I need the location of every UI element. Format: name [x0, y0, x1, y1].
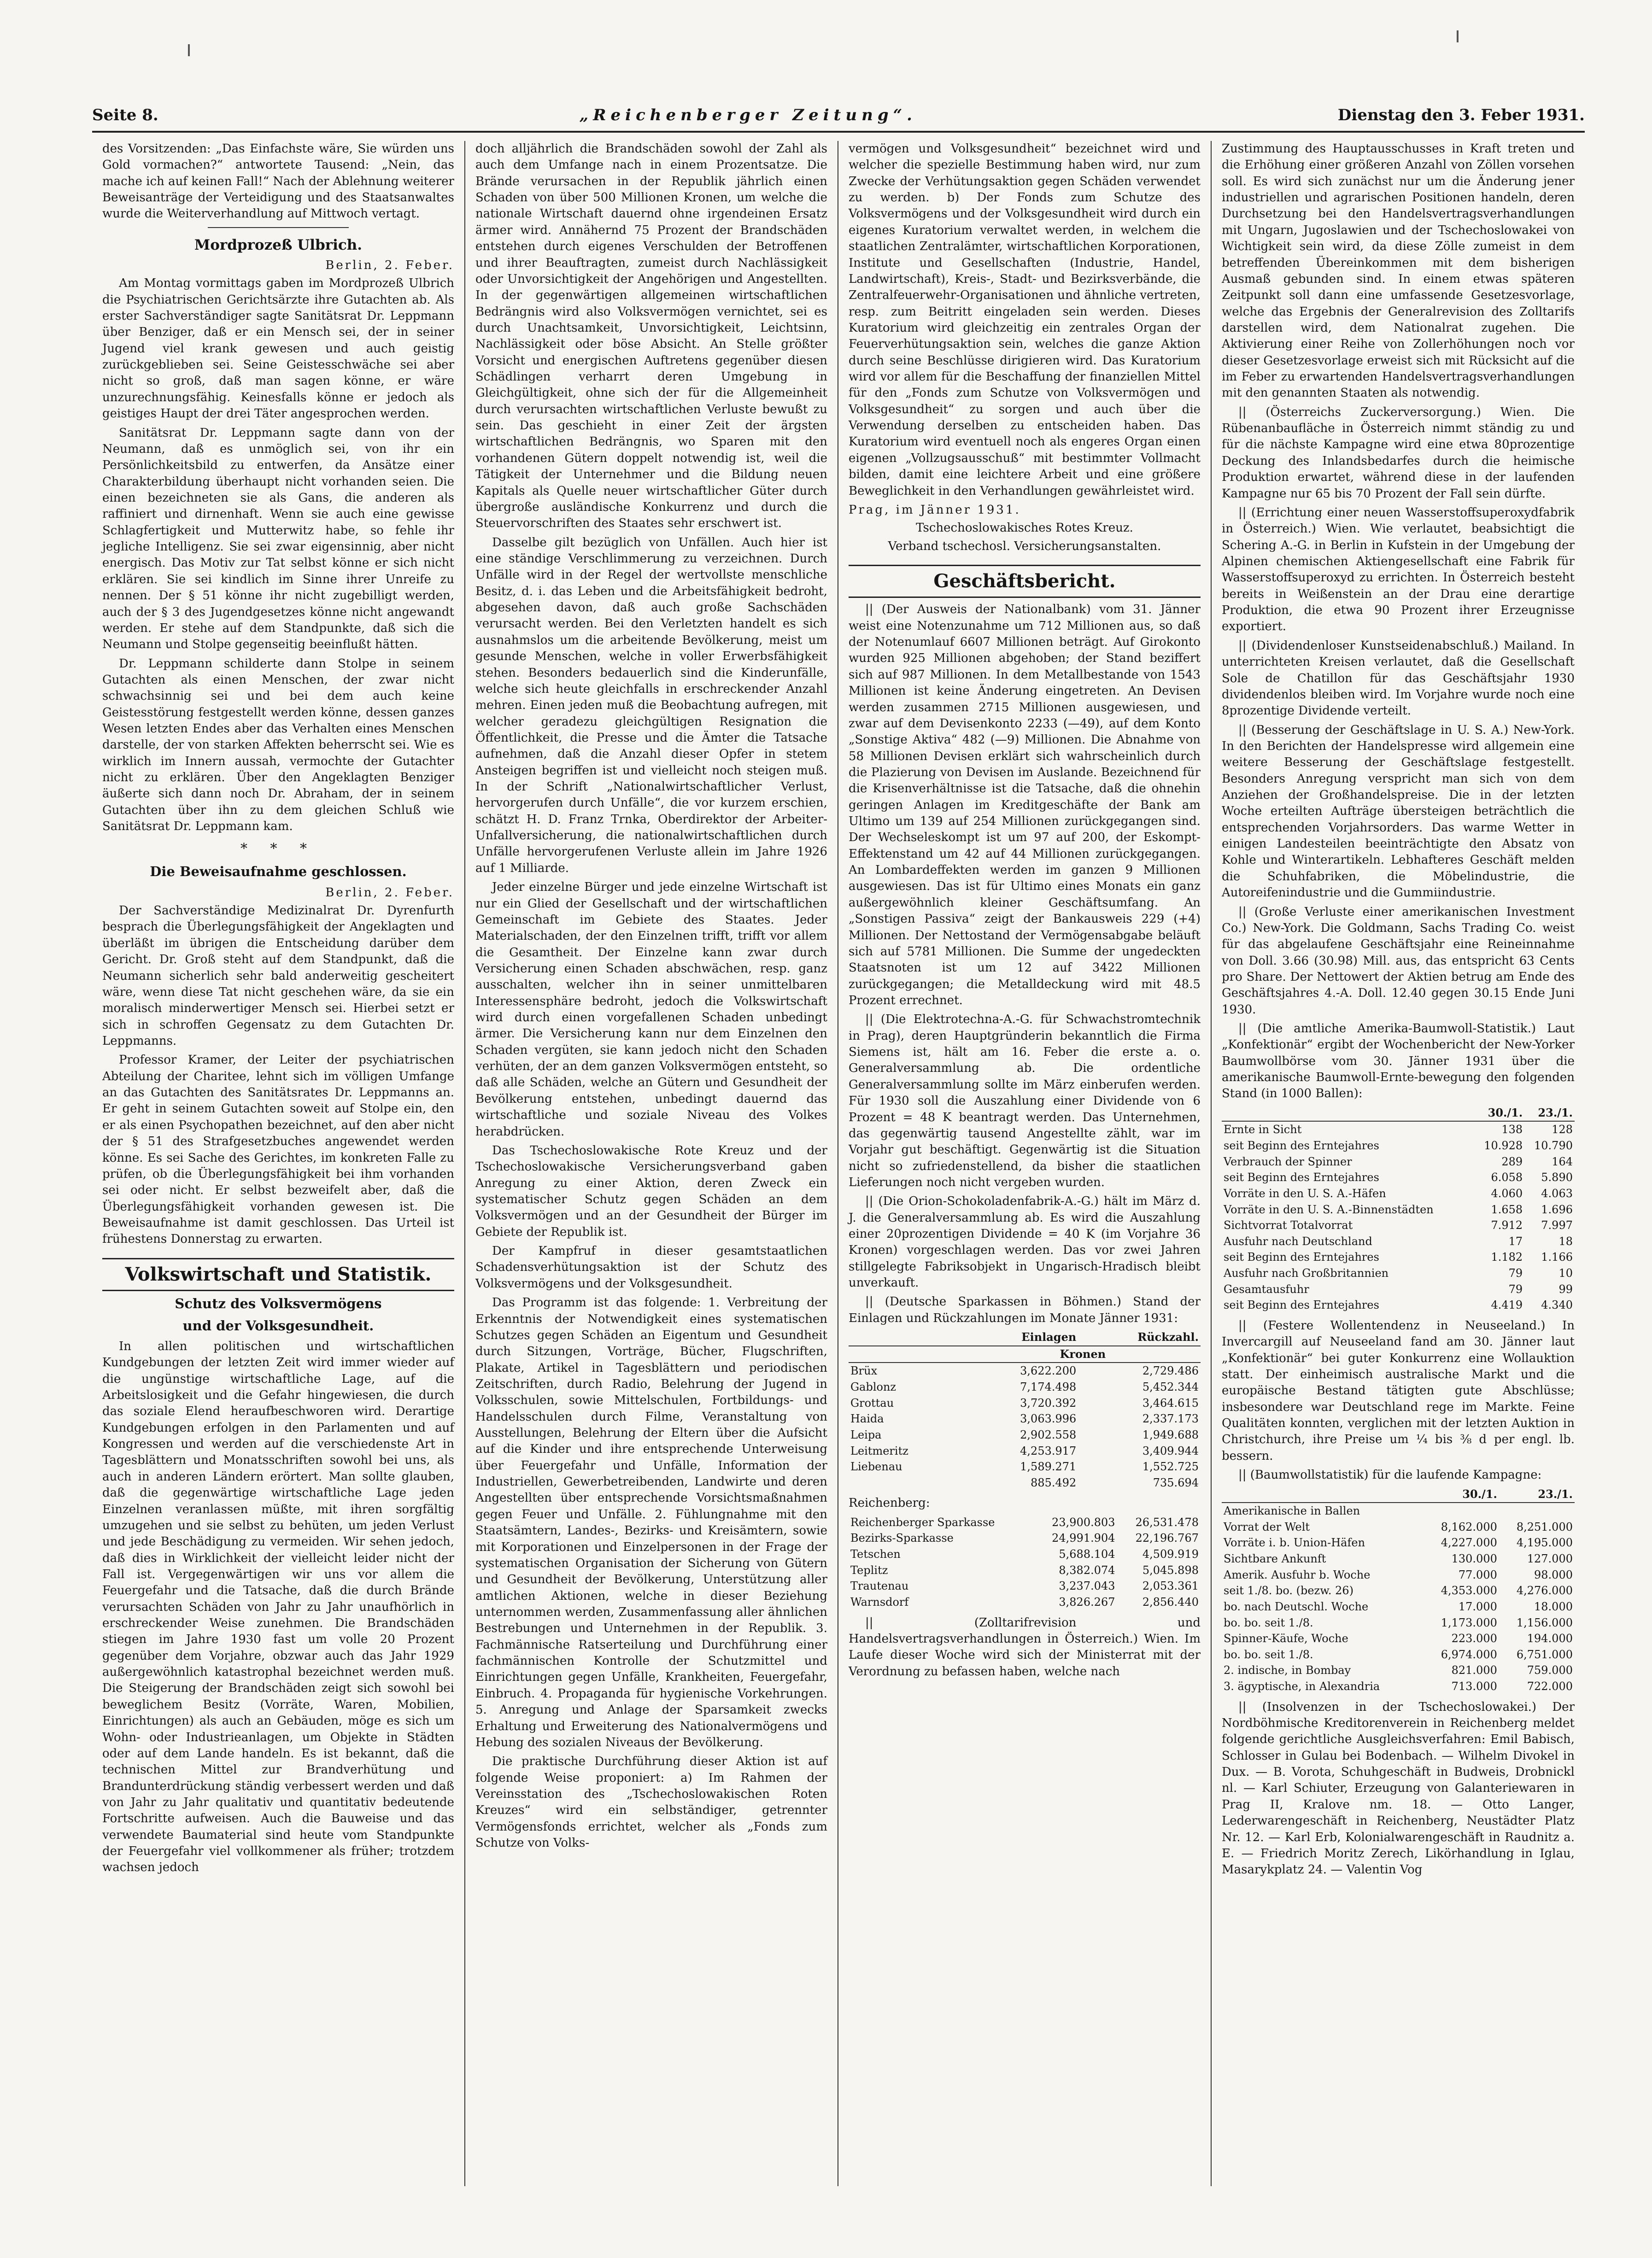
row-label: seit Beginn des Erntejahres	[1224, 1139, 1379, 1152]
sparkassen-table	[849, 1329, 1201, 1491]
paragraph: Professor Kramer, der Leiter der psychiatrischen Abteilung der Charitee, lehnt sich im völligen Umfange an das Gutachten des Sanitätsrates Dr. Leppmanns an. Er geht in seinem Gutachten soweit auf Stolpe ein, den er als einen Psychopathen bezeichnet, auf den aber nicht der § 51 des Strafgesetzbuches angewendet werden könne. Es sei Sache des Gerichtes, im konkreten Falle zu prüfen, ob die Überlegungsfähigkeit bei ihm vorhanden sei oder nicht. Er selbst bezweifelt aber, daß die Überlegungsfähigkeit vorhanden gewesen ist. Die Beweisaufnahme ist damit geschlossen. Das Urteil ist frühestens Donnerstag zu erwarten.	[102, 1053, 454, 1246]
row-value: 10.928	[1484, 1139, 1523, 1152]
row-value: 885.492	[1031, 1476, 1077, 1489]
headline-mordprozess: Mordprozeß Ulbrich.	[194, 236, 363, 253]
table-row	[849, 1411, 1201, 1427]
table-row	[1222, 1519, 1575, 1535]
row-value: 6,974.000	[1441, 1648, 1497, 1661]
row-value: 3,409.944	[1142, 1444, 1199, 1457]
row-label: Reichenberger Sparkasse	[850, 1515, 995, 1529]
newspaper-title: „Reichenberger Zeitung“.	[579, 106, 917, 124]
row-label: Tetschen	[850, 1548, 901, 1561]
row-value: 128	[1552, 1123, 1573, 1136]
paragraph: Der Sachverständige Medizinalrat Dr. Dyrenfurth besprach die Überlegungsfähigkeit der Angeklagten und überläßt im übrigen die Entscheidung darüber dem Gericht. Dr. Groß steht auf dem Standpunkt, daß die Neumann sicherlich sehr bald anderweitig gescheitert wäre, wenn diese Tat nicht geschehen wäre, da sie ein moralisch minderwertiger Mensch sei. Hierbei setzt er sich in schroffen Gegensatz zu dem Gutachten Dr. Leppmanns.	[102, 904, 454, 1048]
row-value: 5,452.344	[1142, 1381, 1199, 1394]
paragraph: Die praktische Durchführung dieser Aktion ist auf folgende Weise proponiert: a) Im Rahmen der Vereinsstation des „Tschechoslowakischen Roten Kreuzes“ wird ein selbständiger, getrennter Vermögensfonds errichtet, welcher als „Fonds zum Schutze von Volks-	[475, 1755, 827, 1850]
row-value: 4.060	[1491, 1187, 1523, 1200]
article-continuation: des Vorsitzenden: „Das Einfachste wäre, Sie würden uns Gold vormachen?“ antwortete Tausend: „Nein, das mache ich auf keinen Fall!“ Nach der Ablehnung weiterer Beweisanträge der Verteidigung und des Staatsanwaltes wurde die Weiterverhandlung auf Mittwoch vertagt.	[102, 142, 454, 221]
table-row	[1222, 1138, 1575, 1154]
row-label: Warnsdorf	[850, 1595, 909, 1609]
paragraph: || (Errichtung einer neuen Wasserstoffsuperoxydfabrik in Österreich.) Wien. Wie verlautet, beabsichtigt die Schering A.-G. in Berlin in Kufstein in der Umgebung der Alpinen chemischen Aktiengesellschaft eine Fabrik für Wasserstoffsuperoxyd zu errichten. In Österreich besteht bereits in Weißenstein an der Drau eine derartige Produktion, die etwa 90 Prozent ihrer Erzeugnisse exportiert.	[1222, 505, 1575, 634]
paragraph: Sanitätsrat Dr. Leppmann sagte dann von der Neumann, daß es unmöglich sei, von ihr ein Persönlichkeitsbild zu entwerfen, da Ansätze einer Charakterbildung überhaupt nicht vorhanden seien. Die einen bezeichneten sie als Gans, die anderen als raffiniert und dirnenhaft. Wenn sie auch eine gewisse Schlagfertigkeit und Mutterwitz habe, so fehle ihr jegliche Intelligenz. Sie sei zwar eigensinnig, aber nicht energisch. Das Motiv zur Tat selbst könne er sich nicht erklären. Sie sei kindlich im Sinne ihrer Unreife zu nennen. Der § 51 könne ihr nicht zugebilligt werden, auch der § 3 des Jugendgesetzes könne nicht angewandt werden. Er stehe auf dem Standpunkte, daß sich die Neumann und Stolpe gegenseitig beeinflußt hätten.	[102, 426, 454, 652]
row-value: 223.000	[1451, 1632, 1497, 1645]
row-value: 722.000	[1527, 1680, 1573, 1693]
paragraph: Zustimmung des Hauptausschusses in Kraft treten und die Erhöhung einer größeren Anzahl von Zöllen vorsehen soll. Es wird sich zunächst nur um die Änderung jener industriellen und agrarischen Positionen handeln, deren Durchsetzung bei den Handelsvertragsverhandlungen mit Ungarn, Jugoslawien und der Tschechoslowakei von Wichtigkeit sein wird, da diese Zölle zumeist in dem betreffenden Übereinkommen mit dem bisherigen Ausmaß gebunden sind. In einem etwas späteren Zeitpunkt soll dann eine umfassende Gesetzesvorlage, welche das Ergebnis der Generalrevision des Zolltarifs darstellen wird, dem Nationalrat zugehen. Die Aktivierung einer Reihe von Zollerhöhungen noch vor dieser Gesetzesvorlage erweist sich mit Rücksicht auf die im Feber zu erwartenden Handelsvertragsverhandlungen mit den genannten Staaten als notwendig.	[1222, 142, 1575, 400]
row-label: bo. bo. seit 1./8.	[1224, 1648, 1313, 1661]
row-label: Vorräte i. b. Union-Häfen	[1224, 1536, 1365, 1550]
row-value: 130.000	[1451, 1552, 1497, 1566]
dateline: Berlin, 2. Feber.	[325, 258, 454, 272]
row-label: Bezirks-Sparkasse	[850, 1532, 954, 1545]
paragraph: In allen politischen und wirtschaftlichen Kundgebungen der letzten Zeit wird immer wieder auf die ungünstige wirtschaftliche Lage, auf die Arbeitslosigkeit und die Gefahr hingewiesen, die durch das soziale Elend heraufbeschworen wird. Derartige Kundgebungen erfolgen in den Parlamenten und auf Kongressen und werden auf die verschiedenste Art in Tagesblättern und Monatsschriften sowohl bei uns, als auch in anderen Ländern erörtert. Man sollte glauben, daß die gegenwärtige wirtschaftliche Lage jeden Einzelnen veranlassen müßte, mit ihren sorgfältig umzugehen und sie selbst zu behüten, um jeden Verlust und jede Beschädigung zu vermeiden. Wir sehen jedoch, daß dies in Wirklichkeit der vielleicht leider nicht der Fall ist. Vergegenwärtigen wir uns vor allem die Feuergefahr und die Tatsache, daß die durch Brände verursachten Schäden von Jahr zu Jahr unaufhörlich in erschreckender Weise zunehmen. Die Brandschäden stiegen im Jahre 1930 fast um volle 20 Prozent gegenüber dem Vorjahre, obzwar auch das Jahr 1929 außergewöhnlich katastrophal bezeichnet werden muß. Die Steigerung der Brandschäden zeigt sich sowohl bei beweglichem Besitz (Vorräte, Waren, Mobilien, Einrichtungen) als auch an Gebäuden, möge es sich um Wohn- oder Industrieanlagen, um Objekte in Städten oder auf dem Lande handeln. Es ist bekannt, daß die technischen Mittel zur Brandverhütung und Brandunterdrückung ständig verbessert werden und daß von Jahr zu Jahr qualitativ und quantitativ bedeutende Fortschritte aufweisen. Auch die Bauweise und das verwendete Baumaterial sind heute vom Standpunkte der Feuergefahr viel vollkommener als früher; trotzdem wachsen jedoch	[102, 1339, 454, 1875]
row-label: Vorräte in den U. S. A.-Binnenstädten	[1224, 1203, 1434, 1216]
row-label: Brüx	[850, 1364, 878, 1378]
row-value: 2,053.361	[1142, 1579, 1199, 1593]
column-4	[1212, 141, 1585, 2186]
row-value: 138	[1501, 1123, 1523, 1136]
table-row	[1222, 1647, 1575, 1663]
paragraph: Jeder einzelne Bürger und jede einzelne Wirtschaft ist nur ein Glied der Gesellschaft und der wirtschaftlichen Gemeinschaft im Gebiete des Staates. Jeder Materialschaden, der den Einzelnen trifft, trifft vor allem die Gesamtheit. Der Einzelne kann zwar durch Versicherung einen Schaden abschwächen, resp. ganz ausschalten, welcher ihn in seiner unmittelbaren Interessensphäre bedroht, jedoch die Volkswirtschaft wird durch einen vorgefallenen Schaden unbedingt ärmer. Die Versicherung kann nur dem Einzelnen den Schaden vergüten, sie kann jedoch nicht den Schaden verhüten, der an dem ganzen Volksvermögen entsteht, so daß alle Schäden, welche an Gütern und Gesundheit der Bevölkerung entstehen, unbedingt dauernd das wirtschaftliche und soziale Niveau des Volkes herabdrücken.	[475, 880, 827, 1139]
row-label: Amerik. Ausfuhr b. Woche	[1224, 1568, 1371, 1581]
row-value: 4,276.000	[1516, 1584, 1573, 1597]
page-number: Seite 8.	[92, 106, 158, 124]
table-row	[849, 1363, 1201, 1379]
row-value: 3,464.615	[1142, 1396, 1199, 1410]
paragraph: || (Die amtliche Amerika-Baumwoll-Statistik.) Laut „Konfektionär“ ergibt der Wochenbericht der New-Yorker Baumwollbörse vom 30. Jänner 1931 über die amerikanische Baumwoll-Ernte-bewegung den folgenden Stand (in 1000 Ballen):	[1222, 1022, 1575, 1101]
row-value: 10	[1558, 1267, 1573, 1280]
paragraph: Das Tschechoslowakische Rote Kreuz und der Tschechoslowakische Versicherungsverband gaben Anregung zu einer Aktion, deren Zweck ein systematischer Schutz gegen Schäden an dem Volksvermögen und an der Gesundheit der Bürger im Gebiete der Republik ist.	[475, 1143, 827, 1239]
table-row	[1222, 1265, 1575, 1281]
row-value: 164	[1552, 1155, 1573, 1168]
paragraph: || (Zolltarifrevision und Handelsvertragsverhandlungen in Österreich.) Wien. Im Laufe dieser Woche wird sich der Ministerrat mit der Verordnung zu befassen haben, welche nach	[849, 1615, 1201, 1679]
paragraph: || (Deutsche Sparkassen in Böhmen.) Stand der Einlagen und Rückzahlungen im Monate Jänner 1931:	[849, 1295, 1201, 1325]
row-value: 7,174.498	[1020, 1381, 1077, 1394]
paragraph: || (Die Orion-Schokoladenfabrik-A.-G.) hält im März d. J. die Generalversammlung ab. Es wird die Auszahlung einer 20prozentigen Dividende = 40 K (im Vorjahre 36 Kronen) vorgeschlagen werden. Das vor zwei Jahren stillgelegte Fabriksobjekt in Ungarisch-Hradisch bleibt unverkauft.	[849, 1194, 1201, 1290]
paragraph: || (Baumwollstatistik) für die laufende Kampagne:	[1238, 1468, 1542, 1482]
row-value: 4.063	[1541, 1187, 1573, 1200]
row-value: 4.340	[1541, 1299, 1573, 1312]
table-row	[1222, 1535, 1575, 1551]
row-value: 1,589.271	[1020, 1460, 1077, 1474]
row-value: 79	[1508, 1267, 1523, 1280]
row-label: Sichtbare Ankunft	[1224, 1552, 1326, 1566]
row-value: 3,622.200	[1020, 1364, 1077, 1378]
row-value: 1.166	[1541, 1251, 1573, 1264]
row-label: seit 1./8. bo. (bezw. 26)	[1224, 1584, 1354, 1597]
table-row	[849, 1459, 1201, 1475]
table-row	[1222, 1615, 1575, 1631]
table-row	[849, 1443, 1201, 1459]
row-label: Grottau	[850, 1396, 894, 1410]
paragraph: doch alljährlich die Brandschäden sowohl der Zahl als auch dem Umfange nach in einem Prozentsatze. Die Brände verursachen in der Republik jährlich einen Schaden von über 500 Millionen Kronen, um welche die nationale Wirtschaft dauernd ohne irgendeinen Ersatz ärmer wird. Annähernd 75 Prozent der Brandschäden entstehen durch eigenes Verschulden der Betroffenen und ihrer Beauftragten, zumeist durch Nachlässigkeit oder Unvorsichtigkeit der Angehörigen und Angestellten. In der gegenwärtigen allgemeinen wirtschaftlichen Bedrängnis wird also Volksvermögen vernichtet, sei es durch Unachtsamkeit, Unvorsichtigkeit, Leichtsinn, Nachlässigkeit oder böse Absicht. An Stelle größter Vorsicht und energischen Auftretens gegenüber diesen Schädlingen verharrt deren Umgebung in Gleichgültigkeit, ohne sich der für die Allgemeinheit durch verursachten wirtschaftlichen Verluste bewußt zu sein. Das geschieht in einer Zeit der ärgsten wirtschaftlichen Bedrängnis, wo Sparen mit den vorhandenen Gütern doppelt notwendig ist, weil die Tätigkeit der Unternehmer und die Bildung neuen Kapitals als Quelle neuer wirtschaftlicher Güter durch übergroße ausländische Konkurrenz und durch die Steuervorschriften des Staates sehr erschwert ist.	[475, 142, 827, 531]
table-row	[1222, 1170, 1575, 1186]
row-label: Liebenau	[850, 1460, 902, 1474]
column-1	[92, 141, 465, 2186]
row-label: bo. bo. seit 1./8.	[1224, 1616, 1313, 1629]
row-value: 4,195.000	[1516, 1536, 1573, 1550]
row-value: 8,162.000	[1441, 1520, 1497, 1533]
column-2	[465, 141, 838, 2186]
row-value: 3,720.392	[1020, 1396, 1077, 1410]
row-value: 17.000	[1458, 1600, 1497, 1613]
table-row	[1222, 1154, 1575, 1170]
row-value: 735.694	[1153, 1476, 1199, 1489]
row-value: 8,382.074	[1059, 1563, 1115, 1577]
row-value	[1499, 1503, 1575, 1519]
row-label: bo. nach Deutschl. Woche	[1224, 1600, 1369, 1613]
table-row	[1222, 1121, 1575, 1138]
row-label: Gablonz	[850, 1381, 896, 1394]
table-row	[849, 1379, 1201, 1395]
row-value: 2,337.173	[1142, 1412, 1199, 1426]
row-value: 5.890	[1541, 1171, 1573, 1184]
row-label: seit Beginn des Erntejahres	[1224, 1299, 1379, 1312]
row-value: 7.997	[1541, 1219, 1573, 1232]
row-value: 79	[1508, 1282, 1523, 1296]
row-value: 2,856.440	[1142, 1595, 1199, 1609]
ink-mark-right	[1457, 30, 1459, 42]
col-head: Rückzahl.	[1078, 1329, 1201, 1346]
dateline: Berlin, 2. Feber.	[325, 885, 454, 900]
row-label: seit Beginn des Erntejahres	[1224, 1171, 1379, 1184]
table-row	[849, 1515, 1201, 1531]
table-row	[849, 1546, 1201, 1562]
row-label: Amerikanische in Ballen	[1224, 1504, 1360, 1518]
column-3	[838, 141, 1212, 2186]
row-value: 18	[1558, 1234, 1573, 1248]
row-value: 17	[1508, 1234, 1523, 1248]
issue-date: Dienstag den 3. Feber 1931.	[1337, 106, 1585, 124]
paragraph: Das Programm ist das folgende: 1. Verbreitung der Erkenntnis der Notwendigkeit eines systematischen Schutzes gegen Schäden an Eigentum und Gesundheit durch Sitzungen, Vorträge, Bücher, Flugschriften, Plakate, Artikel in Tagesblättern und periodischen Zeitschriften, durch Radio, Belehrung der Jugend in Volksschulen, sowie Mittelschulen, Fortbildungs- und Handelsschulen durch Filme, Veranstaltung von Ausstellungen, Belehrung der Eltern über die Aufsicht auf die Kinder und ihre entsprechende Unterweisung über Feuergefahr und Unfälle, Information der Industriellen, Gewerbetreibenden, Landwirte und deren Angestellten über entsprechende Vorsichtsmaßnahmen gegen Feuer und Unfälle. 2. Fühlungnahme mit den Staatsämtern, Landes-, Bezirks- und Kreisämtern, sowie mit Korporationen und Einzelpersonen in der Frage der systematischen Organisation der Sicherung von Gütern und Gesundheit der Bevölkerung, Unterstützung aller amtlichen Aktionen, welche in dieser Beziehung unternommen werden, Zusammenfassung aller ähnlichen Bestrebungen und Unternehmen in der Republik. 3. Fachmännische Ratserteilung und Durchführung einer fachmännischen Kontrolle der Schutzmittel und Einrichtungen gegen Unfälle, Krankheiten, Feuergefahr, Einbruch. 4. Propaganda für hygienische Vorkehrungen. 5. Anregung und Anlage der Sparsamkeit zwecks Erhaltung und Erweiterung des Nationalvermögens und Hebung des sozialen Niveaus der Bevölkerung.	[475, 1296, 827, 1749]
section-geschaeftsbericht: Geschäftsbericht.	[849, 565, 1201, 598]
table-row	[849, 1562, 1201, 1579]
table-row	[1222, 1551, 1575, 1567]
paragraph: Dasselbe gilt bezüglich von Unfällen. Auch hier ist eine ständige Verschlimmerung zu verzeichnen. Durch Unfälle wird in der Regel der wertvollste menschliche Besitz, d. i. das Leben und die Arbeitsfähigkeit bedroht, abgesehen davon, daß auch große Sachschäden verursacht werden. Bei den Verletzten handelt es sich ausnahmslos um die arbeitende Bevölkerung, meist um gesunde Menschen, welche in voller Erwerbsfähigkeit stehen. Besonders bedauerlich sind die Kinderunfälle, welche sich heute gleichfalls in erschreckender Anzahl mehren. Einen jeden muß die Beobachtung aufregen, mit welcher geradezu gleichgültigen Resignation die Öffentlichkeit, die Presse und die Ämter die Tatsache aufnehmen, daß die Anzahl dieser Opfer in stetem Ansteigen begriffen ist und vielleicht noch steigen muß. In der Schrift „Nationalwirtschaftlicher Verlust, hervorgerufen durch Unfälle“, die vor kurzem erschien, schätzt H. D. Franz Trnka, Oberdirektor der Arbeiter-Unfallversicherung, die nationalwirtschaftlichen durch Unfälle hervorgerufenen Verluste allein im Jahre 1926 auf 1 Milliarde.	[475, 535, 827, 875]
row-value: 23,900.803	[1052, 1515, 1115, 1529]
row-value: 77.000	[1458, 1568, 1497, 1581]
table-row	[849, 1395, 1201, 1411]
row-value	[1424, 1503, 1499, 1519]
row-value: 8,251.000	[1516, 1520, 1573, 1533]
table-row	[1222, 1679, 1575, 1695]
row-value: 3,063.996	[1020, 1412, 1077, 1426]
section-volkswirtschaft: Volkswirtschaft und Statistik.	[102, 1258, 454, 1291]
row-label: Ernte in Sicht	[1224, 1123, 1302, 1136]
row-label: Vorräte in den U. S. A.-Häfen	[1224, 1187, 1386, 1200]
paragraph: || (Festere Wollentendenz in Neuseeland.) In Invercargill auf Neuseeland fand am 30. Jänner laut „Konfektionär“ bei guter Konkurrenz eine Wollauktion statt. Der einheimisch australische Markt und die europäische Bestand tätigten gute Abschlüsse; insbesondere war Deutschland rege im Markte. Feine Qualitäten konnten, verglichen mit der letzten Auktion in Christchurch, ihre Preise um ¼ bis ⅜ d per engl. lb. bessern.	[1222, 1318, 1575, 1463]
row-label: Ausfuhr nach Großbritannien	[1224, 1267, 1389, 1280]
table-row	[1222, 1631, 1575, 1647]
divider	[208, 227, 349, 228]
ink-mark-left	[188, 44, 190, 56]
row-value: 127.000	[1527, 1552, 1573, 1566]
row-label: Gesamtausfuhr	[1224, 1282, 1309, 1296]
row-label: Trautenau	[850, 1579, 909, 1593]
paragraph: || (Insolvenzen in der Tschechoslowakei.) Der Nordböhmische Kreditorenverein in Reichenberg meldet folgende gerichtliche Ausgleichsverfahren: Emil Babisch, Schlosser in Gulau bei Bodenbach. — Wilhelm Divokel in Dux. — B. Vorota, Schuhgeschäft in Budweis, Drobnickl nl. — Karl Schiuter, Erzeugung von Galanteriewaren in Prag II, Kralove nm. 18. — Otto Langer, Lederwarengeschäft in Reichenberg, Neustädter Platz Nr. 12. — Karl Erb, Kolonialwarengeschäft in Raudnitz a. E. — Friedrich Moritz Zerech, Likörhandlung in Iglau, Masarykplatz 24. — Valentin Vog	[1222, 1700, 1575, 1877]
table-row	[1222, 1503, 1575, 1519]
paragraph: || (Besserung der Geschäftslage in U. S. A.) New-York. In den Berichten der Handelspresse wird allgemein eine weitere Besserung der Geschäftslage festgestellt. Besonders Anregung verspricht man sich von dem Anziehen der Großhandelspreise. Die in der letzten Woche erteilten Aufträge übersteigen beträchtlich die entsprechenden Vorjahrsorders. Das warme Wetter in einigen Landesteilen beeinträchtigte den Absatz von Kohle und Winterartikeln. Lebhafteres Geschäft melden die Schuhfabriken, die Möbelindustrie, die Autoreifenindustrie und die Gummiindustrie.	[1222, 723, 1575, 900]
row-value: 22,196.767	[1135, 1532, 1199, 1545]
row-value: 5,688.104	[1059, 1548, 1115, 1561]
table-row	[849, 1594, 1201, 1610]
row-value: 26,531.478	[1135, 1515, 1199, 1529]
row-value: 98.000	[1534, 1568, 1573, 1581]
headline-schutz-2: und der Volksgesundheit.	[182, 1317, 374, 1334]
row-value: 4,353.000	[1441, 1584, 1497, 1597]
paragraph: || (Der Ausweis der Nationalbank) vom 31. Jänner weist eine Notenzunahme um 712 Millionen aus, so daß der Notenumlauf 6607 Millionen beträgt. Auf Girokonto wurden 925 Millionen abgehoben; der Stand beziffert sich auf 987 Millionen. In dem Metallbestande von 1543 Millionen ist keine Änderung eingetreten. An Devisen werden zusammen 2715 Millionen ausgewiesen, und zwar auf dem Devisenkonto 2233 (—49), auf dem Konto „Sonstige Aktiva“ 482 (—9) Millionen. Die Abnahme von 58 Millionen Devisen erklärt sich wahrscheinlich durch die Plazierung von Devisen im Auslande. Bezeichnend für die Krisenverhältnisse ist die Tatsache, daß die ohnehin geringen Anlagen im Kreditgeschäfte der Bank am Ultimo um 139 auf 254 Millionen zurückgegangen sind. Der Wechseleskompt ist um 97 auf 200, der Eskompt-Effektenstand um 42 auf 44 Millionen zurückgegangen. An Lombardeffekten werden im ganzen 9 Millionen ausgewiesen. Das ist für Ultimo eines Monats ein ganz außergewöhnlich kleiner Geschäftsumfang. An „Sonstigen Passiva“ zeigt der Bankausweis 229 (+4) Millionen. Der Nettostand der Vermögensabgabe beläuft sich auf 5781 Millionen. Die Summe der ungedeckten Staatsnoten ist um 12 auf 3422 Millionen zurückgegangen; die Metalldeckung wird mit 48.5 Prozent errechnet.	[849, 603, 1201, 1007]
row-value: 18.000	[1534, 1600, 1573, 1613]
signature-insurance: Verband tschechosl. Versicherungsanstalten.	[888, 539, 1161, 553]
sparkassen-table-2	[849, 1515, 1201, 1610]
table-row	[1222, 1234, 1575, 1250]
row-label: Leitmeritz	[850, 1444, 908, 1457]
row-label	[849, 1475, 965, 1491]
row-label: 3. ägyptische, in Alexandria	[1224, 1680, 1380, 1693]
row-value: 759.000	[1527, 1664, 1573, 1677]
row-label: Verbrauch der Spinner	[1224, 1155, 1352, 1168]
table-row	[1222, 1583, 1575, 1599]
dateline: Prag, im Jänner 1931.	[849, 503, 1021, 517]
page-header	[92, 106, 1585, 133]
table-row	[1222, 1662, 1575, 1679]
row-value: 713.000	[1451, 1680, 1497, 1693]
table-row	[1222, 1202, 1575, 1218]
row-value: 4,227.000	[1441, 1536, 1497, 1550]
row-value: 5,045.898	[1142, 1563, 1199, 1577]
row-value: 6.058	[1491, 1171, 1523, 1184]
row-value: 99	[1558, 1282, 1573, 1296]
row-label: Leipa	[850, 1428, 882, 1441]
row-value: 1,173.000	[1441, 1616, 1497, 1629]
table-row	[1222, 1217, 1575, 1234]
paragraph: vermögen und Volksgesundheit“ bezeichnet wird und welcher die spezielle Bestimmung haben wird, nur zum Zwecke der Verhütungsaktion gegen Schäden verwendet zu werden. b) Der Fonds zum Schutze des Volksvermögens und der Volksgesundheit wird durch ein eigenes Kuratorium verwaltet werden, in welchem die staatlichen Zentralämter, wirtschaftlichen Korporationen, Institute und Gesellschaften (Industrie, Handel, Landwirtschaft), Kreis-, Stadt- und Bezirksverbände, die Zentralfeuerwehr-Organisationen und ähnliche vertreten, resp. zum Beitritt eingeladen sein werden. Dieses Kuratorium wird gleichzeitig ein zentrales Organ der Feuerverhütungsaktion sein, welches die ganze Aktion durch seine Beschlüsse dirigieren wird. Das Kuratorium wird vor allem für die Beschaffung der finanziellen Mittel für den „Fonds zum Schutze von Volksvermögen und Volksgesundheit“ zu sorgen und auch über die Verwendung derselben zu entscheiden haben. Das Kuratorium wird eventuell noch als engeres Organ einen eigenen „Vollzugsausschuß“ mit bestimmter Vollmacht bilden, damit eine leichtere Arbeit und eine größere Beweglichkeit in den Verhandlungen gewährleistet wird.	[849, 142, 1201, 498]
row-label: seit Beginn des Erntejahres	[1224, 1251, 1379, 1264]
row-value: 1,949.688	[1142, 1428, 1199, 1441]
signature-red-cross: Tschechoslowakisches Rotes Kreuz.	[916, 521, 1133, 535]
row-label: Teplitz	[850, 1563, 888, 1577]
row-value: 1.696	[1541, 1203, 1573, 1216]
row-label: Haida	[850, 1412, 884, 1426]
paragraph: || (Große Verluste einer amerikanischen Investment Co.) New-York. Die Goldmann, Sachs Trading Co. weist für das abgelaufene Geschäftsjahr eine Reineinnahme von Doll. 3.66 (30.98) Mill. aus, das entspricht 63 Cents pro Share. Der Nettowert der Aktien betrug am Ende des Geschäftsjahres 4.-A. Doll. 12.40 gegen 30.15 Ende Juni 1930.	[1222, 905, 1575, 1017]
headline-schutz: Schutz des Volksvermögens	[175, 1296, 382, 1312]
table-row	[1222, 1281, 1575, 1298]
row-value: 24,991.904	[1052, 1532, 1115, 1545]
row-label: Spinner-Käufe, Woche	[1224, 1632, 1348, 1645]
row-value: 1,552.725	[1142, 1460, 1199, 1474]
table-row	[1222, 1567, 1575, 1583]
columns	[92, 141, 1585, 2186]
paragraph: || (Österreichs Zuckerversorgung.) Wien. Die Rübenanbaufläche in Österreich nimmt ständig zu und für die nächste Kampagne wird eine etwa 80prozentige Deckung des Inlandsbedarfes durch die heimische Produktion erwartet, während diese in der laufenden Kampagne nur 65 bis 70 Prozent der Fall sein dürfte.	[1222, 405, 1575, 501]
cotton-table	[1222, 1105, 1575, 1313]
col-unit: Kronen	[965, 1346, 1201, 1363]
row-value: 2,902.558	[1020, 1428, 1077, 1441]
table-row	[849, 1427, 1201, 1443]
col-head: 23./1.	[1524, 1105, 1575, 1122]
table-row	[849, 1475, 1201, 1491]
row-value: 4.419	[1491, 1299, 1523, 1312]
row-value: 194.000	[1527, 1632, 1573, 1645]
paragraph: Dr. Leppmann schilderte dann Stolpe in seinem Gutachten als einen Menschen, der zwar nicht schwachsinnig sei und bei dem auch keine Geistesstörung festgestellt werden könne, dessen ganzes Wesen letzten Endes aber das Verhalten eines Menschen darstelle, der von starken Affekten beherrscht sei. Wie es wirklich im Innern aussah, vermochte der Gutachter nicht zu erklären. Über den Angeklagten Benziger äußerte sich dann noch Dr. Abraham, der in seinem Gutachten über ihn zu dem gleichen Schluß wie Sanitätsrat Dr. Leppmann kam.	[102, 656, 454, 834]
col-head: 30./1.	[1424, 1486, 1499, 1503]
table-row	[849, 1578, 1201, 1594]
headline-beweisaufnahme: Die Beweisaufnahme geschlossen.	[150, 864, 407, 880]
row-label: Sichtvorrat Totalvorrat	[1224, 1219, 1353, 1232]
subhead-reichenberg: Reichenberg:	[849, 1496, 930, 1510]
paragraph: || (Dividendenloser Kunstseidenabschluß.) Mailand. In unterrichteten Kreisen verlautet, daß die Gesellschaft Sole de Chatillon für das Geschäftsjahr 1930 dividendenlos bleiben wird. Im Vorjahre wurde noch eine 8prozentige Dividende verteilt.	[1222, 638, 1575, 718]
table-row	[1222, 1297, 1575, 1313]
newspaper-page	[92, 106, 1585, 2206]
row-value: 4,253.917	[1020, 1444, 1077, 1457]
row-label: Vorrat der Welt	[1224, 1520, 1310, 1533]
table-row	[1222, 1249, 1575, 1265]
row-value: 6,751.000	[1516, 1648, 1573, 1661]
col-head: Einlagen	[965, 1329, 1078, 1346]
row-label: 2. indische, in Bombay	[1224, 1664, 1351, 1677]
row-value: 4,509.919	[1142, 1548, 1199, 1561]
row-value: 1.182	[1491, 1251, 1523, 1264]
row-value: 2,729.486	[1142, 1364, 1199, 1378]
row-value: 289	[1501, 1155, 1523, 1168]
baumwoll-table	[1222, 1486, 1575, 1695]
paragraph: || (Die Elektrotechna-A.-G. für Schwachstromtechnik in Prag), deren Hauptgründerin bekanntlich die Firma Siemens ist, hält am 16. Feber die erste a. o. Generalversammlung ab. Die ordentliche Generalversammlung sollte im März einberufen werden. Für 1930 soll die Auszahlung einer Dividende von 6 Prozent = 48 K beantragt werden. Das Unternehmen, das gegenwärtig tausend Angestellte zählt, war im Vorjahr gut beschäftigt. Gegenwärtig ist die Situation nicht so zufriedenstellend, da bisher die staatlichen Lieferungen noch nicht vergeben wurden.	[849, 1012, 1201, 1189]
col-head: 30./1.	[1474, 1105, 1524, 1122]
row-label: Ausfuhr nach Deutschland	[1224, 1234, 1372, 1248]
row-value: 3,826.267	[1059, 1595, 1115, 1609]
table-row	[849, 1530, 1201, 1546]
row-value: 821.000	[1451, 1664, 1497, 1677]
table-row	[1222, 1186, 1575, 1202]
row-value: 1.658	[1491, 1203, 1523, 1216]
row-value: 1,156.000	[1516, 1616, 1573, 1629]
row-value: 10.790	[1534, 1139, 1573, 1152]
row-value: 3,237.043	[1059, 1579, 1115, 1593]
section-stars: * * *	[240, 840, 316, 857]
col-head: 23./1.	[1499, 1486, 1575, 1503]
table-row	[1222, 1599, 1575, 1615]
row-value: 7.912	[1491, 1219, 1523, 1232]
paragraph: Der Kampfruf in dieser gesamtstaatlichen Schadensverhütungsaktion ist der Schutz des Volksvermögens und der Volksgesundheit.	[475, 1244, 827, 1291]
paragraph: Am Montag vormittags gaben im Mordprozeß Ulbrich die Psychiatrischen Gerichtsärzte ihre Gutachten ab. Als erster Sachverständiger sagte Sanitätsrat Dr. Leppmann über Benziger, daß er ein Mensch sei, der in seiner Jugend viel krank gewesen und auch geistig zurückgeblieben sei. Seine Geistesschwäche sei aber nicht so groß, daß man sagen könne, er wäre unzurechnungsfähig. Keinesfalls könne er jedoch als geistiges Haupt der drei Täter angesprochen werden.	[102, 276, 454, 421]
